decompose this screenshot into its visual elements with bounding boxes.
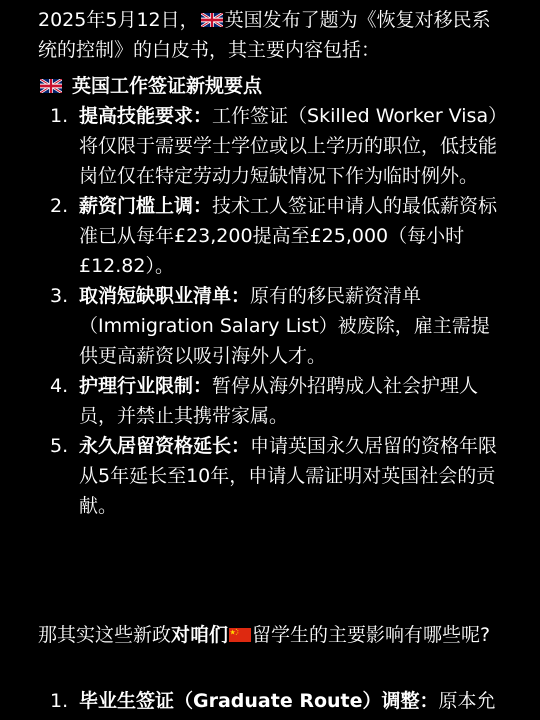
section-title (38, 71, 508, 101)
list-item-label: 护理行业限制： (79, 375, 213, 397)
question-text: 那其实这些新政 (38, 624, 172, 646)
list-item-number: 3. (50, 285, 69, 307)
intro-date: 2025年5月12日， (38, 9, 199, 31)
china-flag-icon (229, 628, 251, 642)
list-item-label: 提高技能要求： (79, 105, 213, 127)
list-item-number: 1. (50, 105, 69, 127)
list-item-number: 2. (50, 195, 69, 217)
uk-flag-icon (40, 79, 62, 93)
list-item-number: 4. (50, 375, 69, 397)
list-item-number: 5. (50, 435, 69, 457)
list-item-label: 毕业生签证（Graduate Route）调整： (79, 690, 439, 712)
question-text-end: 留学生的主要影响有哪些呢? (252, 624, 491, 646)
list-item-number: 1. (50, 690, 69, 712)
list-item (0, 191, 502, 281)
list-item-text: 技术工人签证申请人的最低薪资标准已从每年£23,200提高至£25,000（每小时£12.82）。 (79, 195, 498, 277)
list-item-label: 永久居留资格延长： (79, 435, 251, 457)
visa-rules-list (0, 101, 540, 521)
uk-flag-icon (201, 13, 223, 27)
list-item-text: 暂停从海外招聘成人社会护理人员，并禁止其携带家属。 (79, 375, 479, 427)
list-item-text: 原本允 (438, 690, 496, 712)
intro-text: 英国发布了题为《恢复对移民系统的控制》的白皮书，其主要内容包括： (38, 9, 491, 61)
question-paragraph (38, 620, 508, 650)
list-item (0, 431, 502, 521)
list-item-text: 原有的移民薪资清单（Immigration Salary List）被废除，雇主需提供更高薪资以吸引海外人才。 (79, 285, 490, 367)
intro-paragraph (38, 5, 508, 65)
student-impact-list (0, 686, 540, 716)
list-item (0, 686, 502, 716)
list-item-label: 取消短缺职业清单： (79, 285, 251, 307)
list-item-text: 工作签证（Skilled Worker Visa）将仅限于需要学士学位或以上学历的职位，低技能岗位仅在特定劳动力短缺情况下作为临时例外。 (79, 105, 498, 187)
question-bold-text: 对咱们 (171, 624, 229, 646)
list-item (0, 281, 502, 371)
list-item (0, 371, 502, 431)
section-title-text: 英国工作签证新规要点 (72, 75, 263, 97)
list-item-text: 申请英国永久居留的资格年限从5年延长至10年，申请人需证明对英国社会的贡献。 (79, 435, 498, 517)
list-item-label: 薪资门槛上调： (79, 195, 213, 217)
list-item (0, 101, 502, 191)
